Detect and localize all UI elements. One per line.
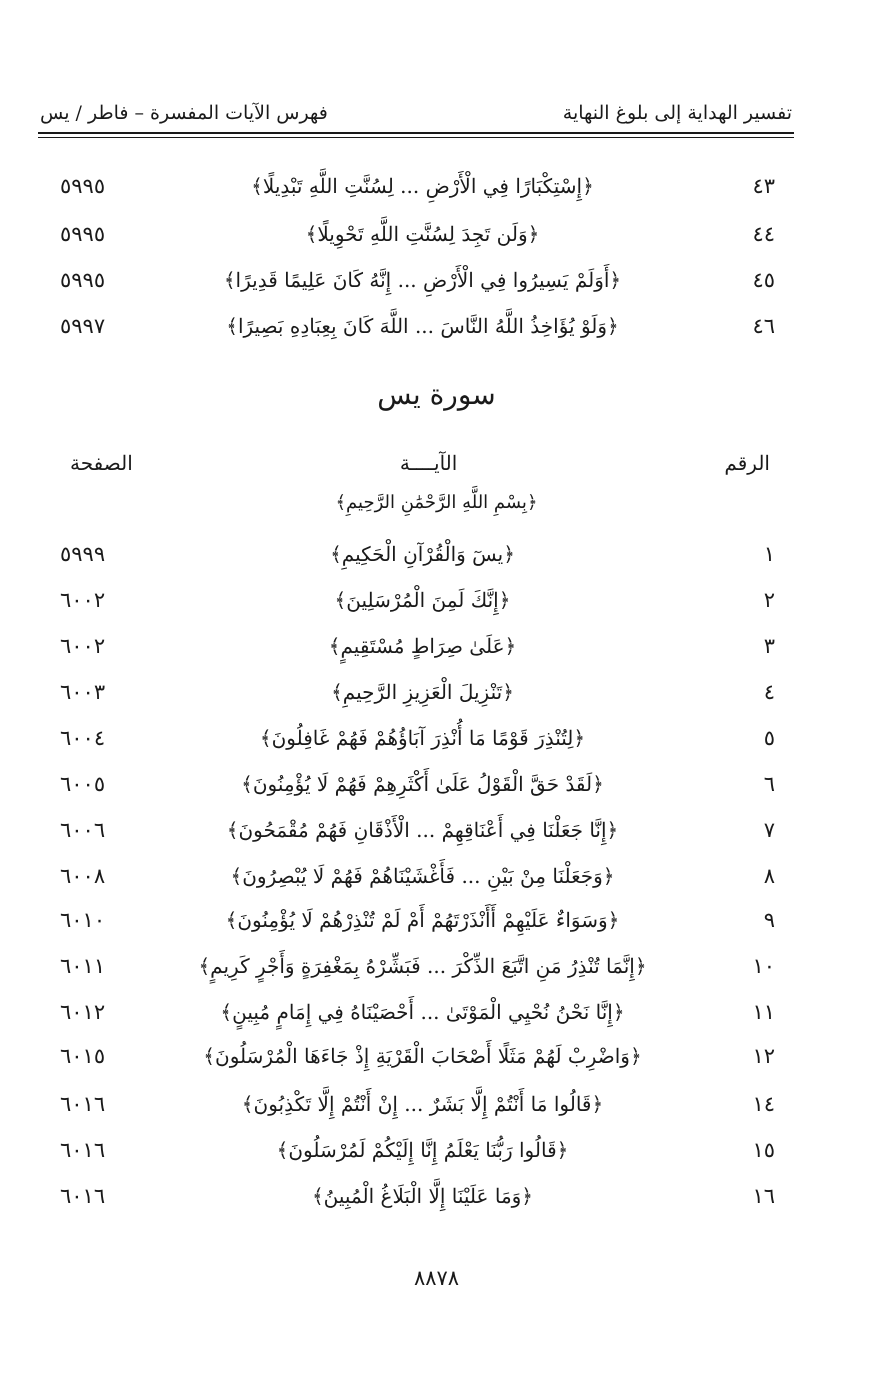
column-header-number: الرقم bbox=[724, 451, 770, 475]
page-ref: ٦٠٠٨ bbox=[60, 864, 106, 888]
page-ref: ٦٠٠٣ bbox=[60, 680, 106, 704]
index-row bbox=[60, 858, 775, 894]
ayah-number: ٩ bbox=[763, 908, 775, 932]
header-book-title: تفسير الهداية إلى بلوغ النهاية bbox=[562, 102, 792, 124]
index-row bbox=[60, 628, 775, 664]
page-ref: ٥٩٩٧ bbox=[60, 314, 106, 338]
basmala: ﴿بِسْمِ اللَّهِ الرَّحْمَٰنِ الرَّحِيمِ﴾ bbox=[335, 492, 538, 513]
ayah-text: ﴿وَاضْرِبْ لَهُمْ مَثَلًا أَصْحَابَ الْقَرْيَةِ إِذْ جَاءَهَا الْمُرْسَلُونَ﴾ bbox=[203, 1044, 642, 1068]
ayah-text: ﴿وَسَوَاءٌ عَلَيْهِمْ أَأَنْذَرْتَهُمْ أَمْ لَمْ تُنْذِرْهُمْ لَا يُؤْمِنُونَ﴾ bbox=[225, 908, 620, 932]
ayah-text: ﴿وَلَوْ يُؤَاخِذُ اللَّهُ النَّاسَ ... اللَّهَ كَانَ بِعِبَادِهِ بَصِيرًا﴾ bbox=[226, 314, 619, 338]
ayah-number: ١٢ bbox=[752, 1044, 775, 1068]
index-row bbox=[60, 536, 775, 572]
ayah-text: ﴿قَالُوا رَبُّنَا يَعْلَمُ إِنَّا إِلَيْكُمْ لَمُرْسَلُونَ﴾ bbox=[276, 1138, 569, 1162]
ayah-text: ﴿تَنْزِيلَ الْعَزِيزِ الرَّحِيمِ﴾ bbox=[331, 680, 514, 704]
ayah-number: ٤٦ bbox=[752, 314, 775, 338]
header-rule-thick bbox=[38, 132, 794, 134]
column-header-ayah: الآيــــة bbox=[399, 451, 458, 475]
page-ref: ٥٩٩٥ bbox=[60, 222, 106, 246]
ayah-number: ٦ bbox=[763, 772, 775, 796]
column-headers bbox=[70, 446, 770, 480]
ayah-number: ١٤ bbox=[752, 1092, 775, 1116]
ayah-number: ٥ bbox=[763, 726, 775, 750]
page-ref: ٦٠٠٦ bbox=[60, 818, 106, 842]
index-row bbox=[60, 674, 775, 710]
ayah-text: ﴿لَقَدْ حَقَّ الْقَوْلُ عَلَىٰ أَكْثَرِهِمْ فَهُمْ لَا يُؤْمِنُونَ﴾ bbox=[241, 772, 604, 796]
ayah-text: ﴿إِنَّمَا تُنْذِرُ مَنِ اتَّبَعَ الذِّكْرَ ... فَبَشِّرْهُ بِمَغْفِرَةٍ وَأَجْرٍ كَرِيمٍ﴾ bbox=[198, 954, 647, 978]
ayah-text: ﴿إِنَّكَ لَمِنَ الْمُرْسَلِينَ﴾ bbox=[334, 588, 511, 612]
ayah-number: ١ bbox=[763, 542, 775, 566]
ayah-number: ١٥ bbox=[752, 1138, 775, 1162]
ayah-number: ١٦ bbox=[752, 1184, 775, 1208]
ayah-text: ﴿وَلَن تَجِدَ لِسُنَّتِ اللَّهِ تَحْوِيلًا﴾ bbox=[305, 222, 540, 246]
ayah-text: ﴿إِنَّا نَحْنُ نُحْيِي الْمَوْتَىٰ ... أَحْصَيْنَاهُ فِي إِمَامٍ مُبِينٍ﴾ bbox=[220, 1000, 625, 1024]
header-rule-thin bbox=[38, 137, 794, 138]
ayah-text: ﴿عَلَىٰ صِرَاطٍ مُسْتَقِيمٍ﴾ bbox=[328, 634, 517, 658]
page-ref: ٥٩٩٥ bbox=[60, 268, 106, 292]
column-header-page: الصفحة bbox=[70, 451, 133, 475]
index-row bbox=[60, 582, 775, 618]
ayah-number: ٤٤ bbox=[752, 222, 775, 246]
index-row bbox=[60, 1086, 775, 1122]
ayah-text: ﴿قَالُوا مَا أَنْتُمْ إِلَّا بَشَرٌ ... إِنْ أَنْتُمْ إِلَّا تَكْذِبُونَ﴾ bbox=[241, 1092, 604, 1116]
page-ref: ٥٩٩٥ bbox=[60, 174, 106, 198]
index-row bbox=[60, 766, 775, 802]
page-ref: ٦٠١٦ bbox=[60, 1184, 106, 1208]
index-row bbox=[60, 168, 775, 204]
page-number: ٨٨٧٨ bbox=[413, 1266, 460, 1290]
page-ref: ٦٠١٠ bbox=[60, 908, 106, 932]
header-section-title: فهرس الآيات المفسرة – فاطر / يس bbox=[40, 102, 328, 124]
ayah-number: ٧ bbox=[763, 818, 775, 842]
ayah-number: ١١ bbox=[752, 1000, 775, 1024]
page-ref: ٦٠٠٤ bbox=[60, 726, 106, 750]
index-row bbox=[60, 1132, 775, 1168]
ayah-text: ﴿لِتُنْذِرَ قَوْمًا مَا أُنْذِرَ آبَاؤُهُمْ فَهُمْ غَافِلُونَ﴾ bbox=[259, 726, 586, 750]
ayah-text: ﴿إِسْتِكْبَارًا فِي الْأَرْضِ ... لِسُنَّتِ اللَّهِ تَبْدِيلًا﴾ bbox=[251, 174, 594, 198]
ayah-number: ١٠ bbox=[752, 954, 775, 978]
page-ref: ٦٠١١ bbox=[60, 954, 106, 978]
page-ref: ٦٠٠٢ bbox=[60, 588, 106, 612]
index-row bbox=[60, 720, 775, 756]
index-row bbox=[60, 902, 775, 938]
index-row bbox=[60, 216, 775, 252]
page-ref: ٦٠٠٢ bbox=[60, 634, 106, 658]
index-row bbox=[60, 1178, 775, 1214]
index-row bbox=[60, 308, 775, 344]
ayah-text: ﴿وَجَعَلْنَا مِنْ بَيْنِ ... فَأَغْشَيْنَاهُمْ فَهُمْ لَا يُبْصِرُونَ﴾ bbox=[230, 864, 615, 888]
ayah-text: ﴿وَمَا عَلَيْنَا إِلَّا الْبَلَاغُ الْمُبِينُ﴾ bbox=[311, 1184, 534, 1208]
ayah-number: ٤٣ bbox=[752, 174, 775, 198]
index-row bbox=[60, 262, 775, 298]
surah-title: سورة يس bbox=[377, 378, 496, 411]
page-ref: ٥٩٩٩ bbox=[60, 542, 106, 566]
page-ref: ٦٠١٢ bbox=[60, 1000, 106, 1024]
page-ref: ٦٠١٥ bbox=[60, 1044, 106, 1068]
page-ref: ٦٠٠٥ bbox=[60, 772, 106, 796]
index-row bbox=[60, 994, 775, 1030]
running-header bbox=[40, 98, 792, 128]
ayah-number: ٨ bbox=[763, 864, 775, 888]
ayah-text: ﴿يسٓ وَالْقُرْآنِ الْحَكِيمِ﴾ bbox=[330, 542, 515, 566]
ayah-number: ٢ bbox=[763, 588, 775, 612]
page-ref: ٦٠١٦ bbox=[60, 1092, 106, 1116]
index-row bbox=[60, 1038, 775, 1074]
index-row bbox=[60, 948, 775, 984]
ayah-number: ٤ bbox=[763, 680, 775, 704]
index-row bbox=[60, 812, 775, 848]
ayah-text: ﴿إِنَّا جَعَلْنَا فِي أَعْنَاقِهِمْ ... الْأَذْقَانِ فَهُمْ مُقْمَحُونَ﴾ bbox=[226, 818, 619, 842]
ayah-number: ٤٥ bbox=[752, 268, 775, 292]
page-ref: ٦٠١٦ bbox=[60, 1138, 106, 1162]
ayah-text: ﴿أَوَلَمْ يَسِيرُوا فِي الْأَرْضِ ... إِنَّهُ كَانَ عَلِيمًا قَدِيرًا﴾ bbox=[223, 268, 622, 292]
ayah-number: ٣ bbox=[763, 634, 775, 658]
